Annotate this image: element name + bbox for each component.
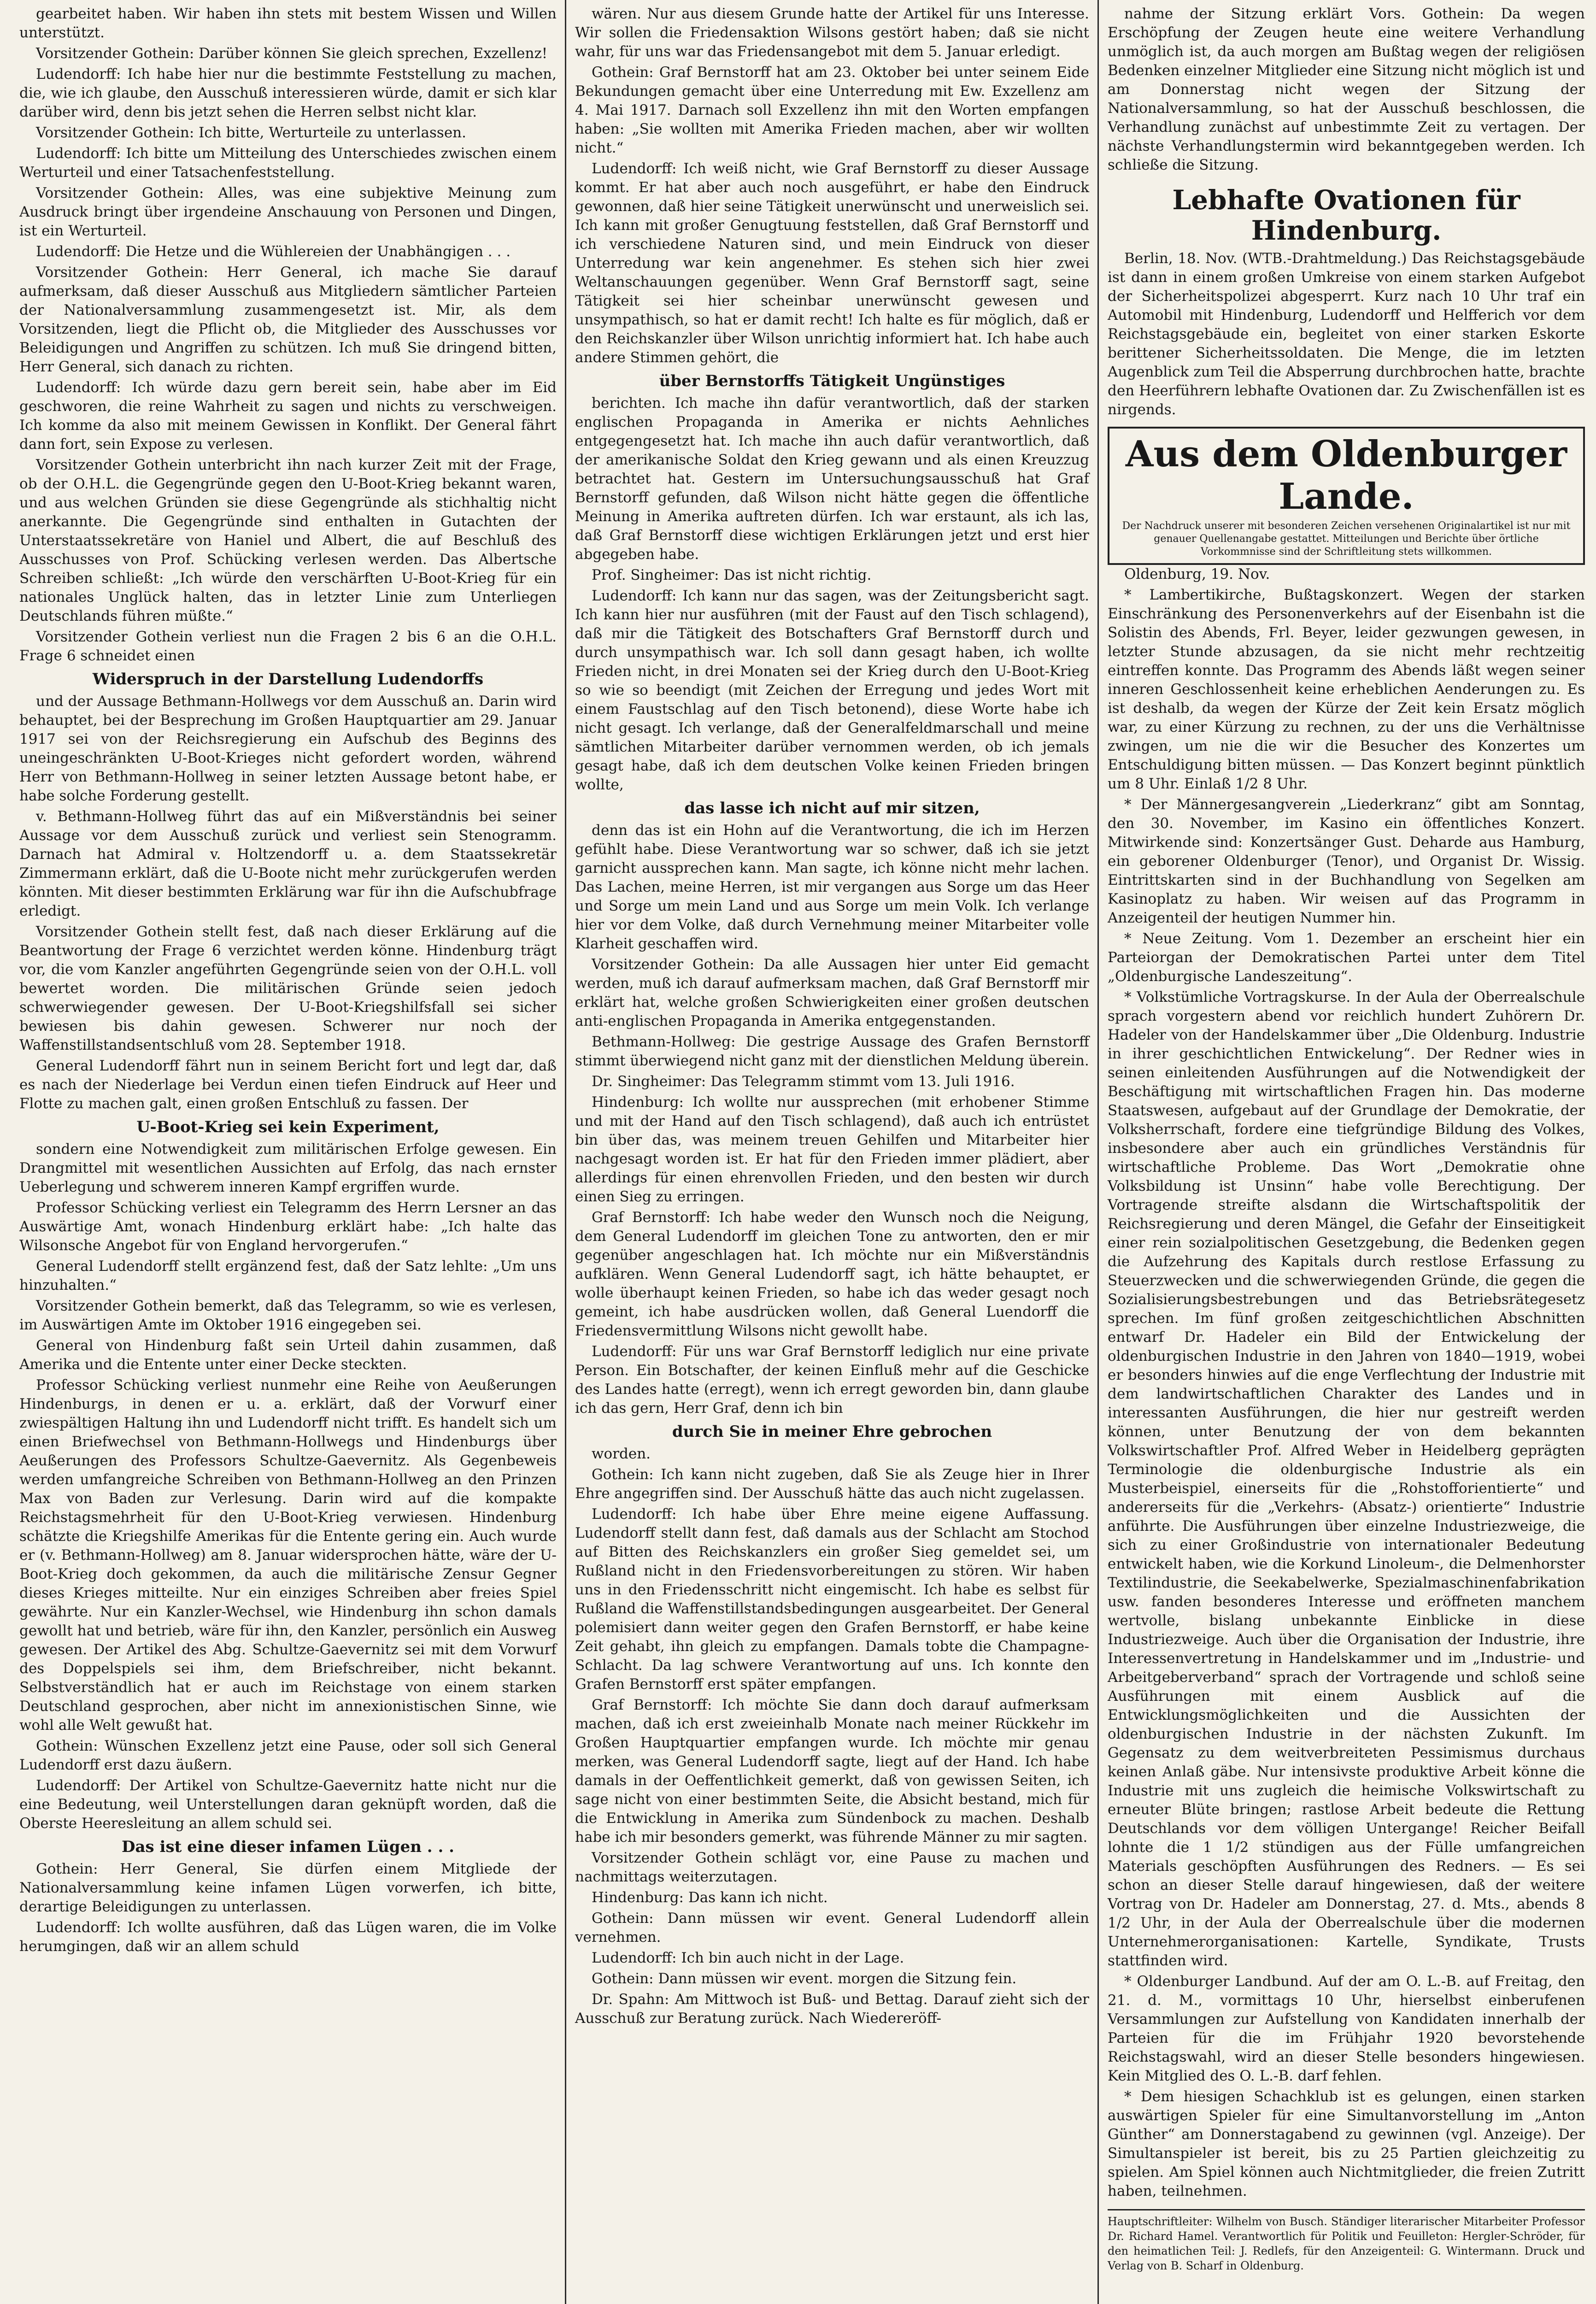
paragraph: Vorsitzender Gothein: Da alle Aussagen hier unter Eid gemacht werden, muß ich darauf aufmerksam machen, daß Graf Bernstorff mir erklärt hat, welche großen Schwierigkeiten einer großen deutschen anti-englischen Propaganda in Amerika entgegenstanden.: [575, 956, 1089, 1029]
paragraph: worden.: [592, 1446, 651, 1462]
paragraph: berichten. Ich mache ihn dafür verantwortlich, daß der starken englischen Propaganda in Amerika er nichts Aehnliches entgegengesetzt hat. Ich mache ihn auch dafür verantwortlich, daß der amerikanische Soldat den Krieg gewann und als einen Kreuzzug betrachtet hat. Gestern im Untersuchungsausschuß hat Graf Bernstorff gefunden, daß Wilson nicht hätte gegen die öffentliche Meinung in Amerika auftreten dürfen. Ich war erstaunt, als ich las, daß Graf Bernstorff diese wichtigen Erklärungen jetzt und erst hier abgegeben habe.: [575, 395, 1089, 563]
paragraph: Hindenburg: Das kann ich nicht.: [592, 1889, 828, 1906]
paragraph: Ludendorff: Ich wollte ausführen, daß das Lügen waren, die im Volke herumgingen, daß wir an allem schuld: [19, 1919, 557, 1955]
paragraph: Berlin, 18. Nov. (WTB.-Drahtmeldung.) Das Reichstagsgebäude ist dann in einem großen Umkreise von einem starken Aufgebot der Sicherheitspolizei abgesperrt. Kurz nach 10 Uhr traf ein Automobil mit Hindenburg, Ludendorff und Helfferich vor dem Reichstagsgebäude ein, begleitet von einer starken Eskorte berittener Sicherheitssoldaten. Die Menge, die im letzten Augenblick zum Teil die Absperrung durchbrochen hatte, brachte den Heerführern lebhafte Ovationen dar. Zu Zwischenfällen ist es nirgends.: [1108, 250, 1585, 418]
column-left: [14, 0, 562, 2304]
paragraph: Graf Bernstorff: Ich möchte Sie dann doch darauf aufmerksam machen, daß ich erst zweieinhalb Monate nach meiner Rückkehr im Großen Hauptquartier empfangen wurde. Ich möchte mir genau merken, was General Ludendorff sagte, liegt auf der Hand. Ich habe damals in der Oeffentlichkeit gemerkt, daß von gewissen Seiten, ich sage nicht von einer bestimmten Seite, die Absicht bestand, mich für die Entwicklung in Amerika zum Sündenbock zu machen. Deshalb habe ich mir besonders gemerkt, was führende Männer zu mir sagten.: [575, 1697, 1089, 1846]
paragraph: General Ludendorff stellt ergänzend fest, daß der Satz lehlte: „Um uns hinzuhalten.“: [19, 1258, 557, 1293]
paragraph: Ludendorff: Die Hetze und die Wühlereien der Unabhängigen . . .: [36, 243, 511, 260]
imprint-text: Hauptschriftleiter: Wilhelm von Busch. Ständiger literarischer Mitarbeiter Professor Dr. Richard Hamel. Verantwortlich für Politik und Feuilleton: Hergler-Schröder, für den heimatlichen Teil: J. Redlefs, für den Anzeigenteil: G. Wintermann. Druck und Verlag von B. Scharf in Oldenburg.: [1108, 2215, 1585, 2272]
paragraph: Vorsitzender Gothein bemerkt, daß das Telegramm, so wie es verlesen, im Auswärtigen Amte im Oktober 1916 eingegeben sei.: [19, 1298, 557, 1333]
paragraph: Prof. Singheimer: Das ist nicht richtig.: [592, 567, 872, 583]
paragraph: Gothein: Graf Bernstorff hat am 23. Oktober bei unter seinem Eide Bekundungen gemacht über eine Unterredung mit Ew. Exzellenz am 4. Mai 1917. Darnach soll Exzellenz ihn mit den Worten empfangen haben: „Sie wollten mit Amerika Frieden machen, aber wir wollten nicht.“: [575, 64, 1089, 156]
section-heading: Widerspruch in der Darstellung Ludendorffs: [92, 670, 484, 688]
reprint-note: Der Nachdruck unserer mit besonderen Zeichen versehenen Originalartikel ist nur mit genauer Quellenangabe gestattet. Mitteilungen und Berichte über örtliche Vorkommnisse sind der Schriftleitung stets willkommen.: [1122, 520, 1571, 558]
column-right: [1102, 0, 1590, 2304]
paragraph: Vorsitzender Gothein stellt fest, daß nach dieser Erklärung auf die Beantwortung der Frage 6 verzichtet werden könne. Hindenburg trägt vor, die vom Kanzler angeführten Gegengründe seien von der O.H.L. voll bewertet worden. Die militärischen Gründe seien jedoch schwerwiegender gewesen. Der U-Boot-Kriegshilfsfall sei sicher bewiesen bis dahin gewesen. Schwerer nur noch der Waffenstillstandsentschluß vom 28. September 1918.: [19, 923, 557, 1053]
imprint: [1108, 2209, 1585, 2273]
paragraph: nahme der Sitzung erklärt Vors. Gothein: Da wegen Erschöpfung der Zeugen heute eine weitere Verhandlung unmöglich ist, da auch morgen am Bußtag wegen der religiösen Bedenken einzelner Mitglieder eine Sitzung nicht möglich ist und am Donnerstag nicht wegen der Sitzung der Nationalversammlung, so hat der Ausschuß beschlossen, die Verhandlung zunächst auf unbestimmte Zeit zu vertagen. Der nächste Verhandlungstermin wird bekanntgegeben werden. Ich schließe die Sitzung.: [1108, 6, 1585, 173]
paragraph: * Oldenburger Landbund. Auf der am O. L.-B. auf Freitag, den 21. d. M., vormittags 10 Uhr, hierselbst einberufenen Versammlungen zur Aufstellung von Kandidaten innerhalb der Parteien für die im Frühjahr 1920 bevorstehende Reichstagswahl, wird an dieser Stelle besonders hingewiesen. Kein Mitglied des O. L.-B. darf fehlen.: [1108, 1973, 1585, 2084]
paragraph: Hindenburg: Ich wollte nur aussprechen (mit erhobener Stimme und mit der Hand auf den Tisch schlagend), daß auch ich entrüstet bin über das, was meinem treuen Gehilfen und Mitarbeiter hier nachgesagt worden ist. Er hat für den Frieden immer plädiert, aber allerdings für einen ehrenvollen Frieden, und den besten wir durch einen Sieg zu erringen.: [575, 1094, 1089, 1205]
paragraph: gearbeitet haben. Wir haben ihn stets mit bestem Wissen und Willen unterstützt.: [19, 6, 557, 41]
paragraph: Ludendorff: Ich kann nur das sagen, was der Zeitungsbericht sagt. Ich kann hier nur ausführen (mit der Faust auf den Tisch schlagend), daß mir die Tätigkeit des Botschafters Graf Bernstorff durch und durch unsympathisch war. Ich soll dann gesagt haben, ich wollte Frieden nicht, in drei Monaten sei der Krieg durch den U-Boot-Krieg so wie so beendigt (mit Zeichen der Erregung und jedes Wort mit einem Faustschlag auf den Tisch betonend), diese Worte habe ich nicht gesagt. Ich verlange, daß der Generalfeldmarschall und meine sämtlichen Mitarbeiter darüber vernommen werden, ob ich jemals gesagt habe, daß ich dem deutschen Volke keinen Frieden bringen wollte,: [575, 588, 1089, 793]
paragraph: Gothein: Dann müssen wir event. General Ludendorff allein vernehmen.: [575, 1910, 1089, 1945]
regional-section-title: Aus dem Oldenburger Lande.: [1125, 433, 1567, 517]
section-heading: Das ist eine dieser infamen Lügen . . .: [122, 1838, 454, 1856]
paragraph: Professor Schücking verliest nunmehr eine Reihe von Aeußerungen Hindenburgs, in denen er u. a. erklärt, daß der Vorwurf einer zwiespältigen Haltung ihn und Ludendorff nicht trifft. Es handelt sich um einen Briefwechsel von Bethmann-Hollwegs und Hindenburgs über Aeußerungen des Professors Schultze-Gaevernitz. Als Gegenbeweis werden umfangreiche Schreiben von Bethmann-Hollweg an den Prinzen Max von Baden zur Verlesung. Darin wird auf die kompakte Reichstagsmehrheit für den U-Boot-Krieg verwiesen. Hindenburg schätzte die Kriegshilfe Amerikas für die Entente gering ein. Auch wurde er (v. Bethmann-Hollweg) am 8. Januar widersprochen hätte, wäre der U-Boot-Krieg doch gekommen, da auch die militärische Zensur Gegner dieses Krieges mitteilte. Nur ein einziges Schreiben aber freies Spiel gewährte. Nur ein Kanzler-Wechsel, wie Hindenburg ihn schon damals gewollt hat und betrieb, wäre für ihn, den Kanzler, persönlich ein Ausweg gewesen. Der Artikel des Abg. Schultze-Gaevernitz sei mit dem Vorwurf des Doppelspiels sei ihm, dem Briefschreiber, nicht bekannt. Selbstverständlich hat er auch im Reichstage von einem starken Deutschland gesprochen, aber nicht im annexionistischen Sinne, wie wohl alle Welt gewußt hat.: [19, 1377, 557, 1734]
paragraph: Ludendorff: Ich weiß nicht, wie Graf Bernstorff zu dieser Aussage kommt. Er hat aber auch noch ausgeführt, er habe den Eindruck gewonnen, daß hier seine Tätigkeit unerwünscht und unerweislich sei. Ich kann mit großer Genugtuung feststellen, daß Graf Bernstorff und ich verschiedene Naturen sind, und mein Eindruck von dieser Unterredung war kein angenehmer. Es stehen sich hier zwei Weltanschauungen gegenüber. Wenn Graf Bernstorff sagt, seine Tätigkeit sei hier scheinbar unerwünscht gewesen und unsympathisch, so hat er damit recht! Ich halte es für möglich, daß er den Reichskanzler über Wilson unrichtig informiert hat. Ich habe auch andere Stimmen gehört, die: [575, 160, 1089, 366]
regional-masthead: [1108, 427, 1585, 565]
paragraph: Ludendorff: Für uns war Graf Bernstorff lediglich nur eine private Person. Ein Botschafter, der keinen Einfluß mehr auf die Geschicke des Landes hatte (erregt), wenn ich erregt geworden bin, dann glaube ich das gern, Herr Graf, denn ich bin: [575, 1343, 1089, 1416]
paragraph: Gothein: Dann müssen wir event. morgen die Sitzung fein.: [592, 1970, 1017, 1987]
paragraph: Ludendorff: Ich habe hier nur die bestimmte Feststellung zu machen, die, wie ich glaube, den Ausschuß interessieren würde, damit er sich klar darüber wird, denn bis jetzt sehen die Herren selbst nicht klar.: [19, 66, 557, 120]
paragraph: Oldenburg, 19. Nov.: [1124, 566, 1270, 582]
paragraph: Vorsitzender Gothein: Herr General, ich mache Sie darauf aufmerksam, daß dieser Ausschuß aus Mitgliedern sämtlicher Parteien der Nationalversammlung zusammengesetzt ist. Mir, als dem Vorsitzenden, liegt die Pflicht ob, die Mitglieder des Ausschusses vor Beleidigungen und Angriffen zu schützen. Ich muß Sie dringend bitten, Herr General, sich danach zu richten.: [19, 264, 557, 375]
paragraph: Ludendorff: Ich würde dazu gern bereit sein, habe aber im Eid geschworen, die reine Wahrheit zu sagen und nichts zu verschweigen. Ich komme da also mit meinem Gewissen in Konflikt. Der General fährt dann fort, sein Expose zu verlesen.: [19, 379, 557, 453]
paragraph: * Volkstümliche Vortragskurse. In der Aula der Oberrealschule sprach vorgestern abend vor reichlich hundert Zuhörern Dr. Hadeler von der Handelskammer über „Die Oldenburg. Industrie in ihrer geschichtlichen Entwickelung“. Der Redner wies in seinen einleitenden Ausführungen auf die Notwendigkeit der Beschäftigung mit wirtschaftlichen Fragen hin. Das moderne Staatswesen, aufgebaut auf der Grundlage der Demokratie, der Volksherrschaft, fordere eine tiefgründige Bildung des Volkes, insbesondere aber auch ein gründliches Verständnis für wirtschaftliche Probleme. Das Wort „Demokratie ohne Volksbildung ist Unsinn“ habe volle Berechtigung. Der Vortragende streifte alsdann die Wirtschaftspolitik der Reichsregierung und deren Mängel, die Gefahr der Einseitigkeit einer rein sozialpolitischen Gesetzgebung, die Bedenken gegen die Aufzehrung des Kapitals durch restlose Erfassung zu Steuerzwecken und die schwerwiegenden Gründe, die gegen die Sozialisierungsbestrebungen und das Betriebsrätegesetz sprechen. Im fünf großen zeitgeschichtlichen Abschnitten entwarf Dr. Hadeler ein Bild der Entwickelung der oldenburgischen Industrie in den Jahren von 1840—1919, wobei er besonders hinwies auf die enge Verflechtung der Industrie mit dem landwirtschaftlichen Charakter des Landes und in interessanten Ausführungen, die hier nur gestreift werden können, unter Benutzung der von dem bekannten Volkswirtschaftler Prof. Alfred Weber in Heidelberg geprägten Terminologie die oldenburgische Industrie als ein Musterbeispiel, einerseits für die „Rohstofforientierte“ und andererseits für die „Verkehrs- (Absatz-) orientierte“ Industrie anführte. Die Ausführungen über einzelne Industriezweige, die sich zu einer Großindustrie von internationaler Bedeutung entwickelt haben, wie die Korkund Linoleum-, die Delmenhorster Textilindustrie, die Seekabelwerke, Spezialmaschinenfabrikation usw. fanden besonderes Interesse und eröffneten manchem wertvolle, bislang unbekannte Einblicke in diese Industriezweige. Auch über die Organisation der Industrie, ihre Interessenvertretung in Handelskammer und im „Industrie- und Arbeitgeberverband“ sprach der Vortragende und schloß seine Ausführungen mit einem Ausblick auf die Entwicklungsmöglichkeiten und die Aussichten der oldenburgischen Industrie in der nächsten Zukunft. Im Gegensatz zu dem weitverbreiteten Pessimismus durchaus keinen Anlaß gäbe. Nur intensivste produktive Arbeit könne die Industrie mit uns zugleich die heimische Volkswirtschaft zu erneuter Blüte bringen; rastlose Arbeit bedeute die Rettung Deutschlands vor dem völligen Untergange! Reicher Beifall lohnte die 1 1/2 stündigen aus der Fülle umfangreichen Materials geschöpften Ausführungen des Redners. — Es sei schon an dieser Stelle darauf hingewiesen, daß der weitere Vortrag von Dr. Hadeler am Donnerstag, 27. d. Mts., abends 8 1/2 Uhr, in der Aula der Oberrealschule über die modernen Unternehmerorganisationen: Kartelle, Syndikate, Trusts stattfinden wird.: [1108, 989, 1585, 1969]
paragraph: Ludendorff: Der Artikel von Schultze-Gaevernitz hatte nicht nur die eine Bedeutung, weil Unterstellungen daran geknüpft worden, daß die Oberste Heeresleitung an allem schuld sei.: [19, 1777, 557, 1832]
paragraph: General Ludendorff fährt nun in seinem Bericht fort und legt dar, daß es nach der Niederlage bei Verdun einen tiefen Eindruck auf Heer und Flotte zu machen galt, einen großen Entschluß zu fassen. Der: [19, 1058, 557, 1112]
paragraph: Gothein: Herr General, Sie dürfen einem Mitgliede der Nationalversammlung keine infamen Lügen vorwerfen, ich bitte, derartige Beleidigungen zu unterlassen.: [19, 1861, 557, 1915]
paragraph: Dr. Singheimer: Das Telegramm stimmt vom 13. Juli 1916.: [592, 1073, 1015, 1090]
hindenburg-report-section: [1108, 5, 1585, 419]
column-divider: [565, 0, 566, 2304]
paragraph: sondern eine Notwendigkeit zum militärischen Erfolge gewesen. Ein Drangmittel mit wesentlichen Aussichten auf Erfolg, das nach ernster Ueberlegung und schwerem inneren Kampf ergriffen wurde.: [19, 1141, 557, 1195]
paragraph: Dr. Spahn: Am Mittwoch ist Buß- und Bettag. Darauf zieht sich der Ausschuß zur Beratung zurück. Nach Wiedereröff-: [575, 1991, 1089, 2027]
paragraph: Graf Bernstorff: Ich habe weder den Wunsch noch die Neigung, dem General Ludendorff im gleichen Tone zu antworten, den er mir gegenüber angeschlagen hat. Ich möchte nur ein Mißverständnis aufklären. Wenn General Ludendorff sagt, ich hätte behauptet, er wolle überhaupt keinen Frieden, so habe ich das weder gesagt noch gemeint, ich habe ausdrücken wollen, daß General Luendorff die Friedensvermittlung Wilsons nicht gewollt habe.: [575, 1209, 1089, 1339]
paragraph: Ludendorff: Ich bin auch nicht in der Lage.: [592, 1950, 904, 1966]
paragraph: und der Aussage Bethmann-Hollwegs vor dem Ausschuß an. Darin wird behauptet, bei der Besprechung im Großen Hauptquartier am 29. Januar 1917 sei von der Reichsregierung ein Aufschub des Beginns des uneingeschränkten U-Boot-Krieges nicht gefordert worden, während Herr von Bethmann-Hollweg in seiner letzten Aussage betont habe, er habe solche Forderung gestellt.: [19, 693, 557, 804]
paragraph: * Neue Zeitung. Vom 1. Dezember an erscheint hier ein Parteiorgan der Demokratischen Partei unter dem Titel „Oldenburgische Landeszeitung“.: [1108, 930, 1585, 985]
paragraph: Gothein: Wünschen Exzellenz jetzt eine Pause, oder soll sich General Ludendorff erst dazu äußern.: [19, 1738, 557, 1773]
paragraph: Professor Schücking verliest ein Telegramm des Herrn Lersner an das Auswärtige Amt, wonach Hindenburg erklärt habe: „Ich halte das Wilsonsche Angebot für von England hervorgerufen.“: [19, 1199, 557, 1254]
section-heading: durch Sie in meiner Ehre gebrochen: [672, 1422, 992, 1441]
paragraph: Ludendorff: Ich habe über Ehre meine eigene Auffassung. Ludendorff stellt dann fest, daß damals aus der Schlacht am Stochod auf Bitten des Reichskanzlers ein großer Sieg gemeldet sei, um Rußland nicht in den Friedensvorbereitungen zu stören. Wir haben uns in den Friedensschritt nicht eingemischt. Ich habe es selbst für Rußland die Waffenstillstandsbedingungen ausgearbeitet. Der General polemisiert dann weiter gegen den Grafen Bernstorff, er habe keine Zeit gehabt, ihn gleich zu empfangen. Damals tobte die Champagne-Schlacht. Da lag schwere Verantwortung auf uns. Ich konnte den Grafen Bernstorff erst später empfangen.: [575, 1506, 1089, 1693]
paragraph: Gothein: Ich kann nicht zugeben, daß Sie als Zeuge hier in Ihrer Ehre angegriffen sind. Der Ausschuß hätte das auch nicht zugelassen.: [575, 1466, 1089, 1502]
paragraph: * Dem hiesigen Schachklub ist es gelungen, einen starken auswärtigen Spieler für eine Simultanvorstellung im „Anton Günther“ am Donnerstagabend zu gewinnen (vgl. Anzeige). Der Simultanspieler ist bereit, bis zu 25 Partien gleichzeitig zu spielen. Am Spiel können auch Nichtmitglieder, die freien Zutritt haben, teilnehmen.: [1108, 2088, 1585, 2199]
paragraph: Ludendorff: Ich bitte um Mitteilung des Unterschiedes zwischen einem Werturteil und einer Tatsachenfeststellung.: [19, 145, 557, 181]
column-middle: [569, 0, 1095, 2304]
paragraph: v. Bethmann-Hollweg führt das auf ein Mißverständnis bei seiner Aussage vor dem Ausschuß zurück und verliest sein Stenogramm. Darnach hat Admiral v. Holtzendorff u. a. dem Staatssekretär Zimmermann erklärt, daß die U-Boote nicht mehr zurückgerufen werden könnten. Mit dieser bestimmten Erklärung war für ihn die Aufschubfrage erledigt.: [19, 808, 557, 919]
section-heading: das lasse ich nicht auf mir sitzen,: [684, 799, 980, 817]
paragraph: Vorsitzender Gothein unterbricht ihn nach kurzer Zeit mit der Frage, ob der O.H.L. die Gegengründe gegen den U-Boot-Krieg bekannt waren, und aus welchen Gründen sie diese Gegengründe als stichhaltig nicht anerkannte. Die Gegengründe sind enthalten in Gutachten der Unterstaatssekretäre von Haniel und Albert, die auf Beschluß des Ausschusses von Prof. Schücking verlesen werden. Das Albertsche Schreiben schließt: „Ich würde den verschärften U-Boot-Krieg für ein nationales Unglück halten, das in letzter Linie zum Unterliegen Deutschlands führen müßte.“: [19, 457, 557, 624]
paragraph: Bethmann-Hollweg: Die gestrige Aussage des Grafen Bernstorff stimmt überwiegend nicht ganz mit der dienstlichen Meldung überein.: [575, 1034, 1089, 1069]
section-heading: Lebhafte Ovationen für Hindenburg.: [1172, 184, 1520, 246]
paragraph: * Lambertikirche, Bußtagskonzert. Wegen der starken Einschränkung des Personenverkehrs auf der Eisenbahn ist die Solistin des Abends, Frl. Beyer, leider gezwungen gewesen, in letzter Stunde abzusagen, da sie nicht mehr rechtzeitig eintreffen konnte. Das Programm des Abends läßt wegen seiner inneren Geschlossenheit keine erheblichen Aenderungen zu. Es ist deshalb, da wegen der Kürze der Zeit kein Ersatz möglich war, zu einer Kürzung zu rechnen, zu der uns die Verhältnisse zwingen, um nie die wir die Besucher des Konzertes um Entschuldigung bitten müssen. — Das Konzert beginnt pünktlich um 8 Uhr. Einlaß 1/2 8 Uhr.: [1108, 587, 1585, 792]
paragraph: Vorsitzender Gothein: Ich bitte, Werturteile zu unterlassen.: [36, 124, 466, 141]
paragraph: Vorsitzender Gothein schlägt vor, eine Pause zu machen und nachmittags weiterzutagen.: [575, 1850, 1089, 1885]
section-heading: über Bernstorffs Tätigkeit Ungünstiges: [659, 372, 1005, 390]
paragraph: * Der Männergesangverein „Liederkranz“ gibt am Sonntag, den 30. November, im Kasino ein öffentliches Konzert. Mitwirkende sind: Konzertsänger Gust. Deharde aus Hamburg, ein geborener Oldenburger (Tenor), und Organist Dr. Wissig. Eintrittskarten sind in der Buchhandlung von Segelken am Kasinoplatz zu haben. Wir weisen auf das Programm in Anzeigenteil der heutigen Nummer hin.: [1108, 796, 1585, 926]
paragraph: Vorsitzender Gothein verliest nun die Fragen 2 bis 6 an die O.H.L. Frage 6 schneidet einen: [19, 629, 557, 664]
paragraph: denn das ist ein Hohn auf die Verantwortung, die ich im Herzen gefühlt habe. Diese Verantwortung war so schwer, daß ich sie jetzt garnicht aussprechen kann. Man sagte, ich könne nicht mehr lachen. Das Lachen, meine Herren, ist mir vergangen aus Sorge um das Heer und Sorge um mein Land und aus Sorge um mein Volk. Ich verlange hier vor dem Volke, daß durch Vernehmung meiner Mitarbeiter volle Klarheit geschaffen wird.: [575, 822, 1089, 952]
oldenburg-news-section: [1108, 565, 1585, 2201]
paragraph: Vorsitzender Gothein: Darüber können Sie gleich sprechen, Exzellenz!: [36, 45, 548, 62]
paragraph: General von Hindenburg faßt sein Urteil dahin zusammen, daß Amerika und die Entente unter einer Decke steckten.: [19, 1337, 557, 1373]
paragraph: wären. Nur aus diesem Grunde hatte der Artikel für uns Interesse. Wir sollen die Friedensaktion Wilsons gestört haben; daß sie nicht wahr, für uns war das Friedensangebot mit dem 5. Januar erledigt.: [575, 6, 1089, 60]
paragraph: Vorsitzender Gothein: Alles, was eine subjektive Meinung zum Ausdruck bringt über irgendeine Anschauung von Personen und Dingen, ist ein Werturteil.: [19, 185, 557, 239]
section-heading: U-Boot-Krieg sei kein Experiment,: [136, 1118, 440, 1136]
column-divider: [1097, 0, 1099, 2304]
